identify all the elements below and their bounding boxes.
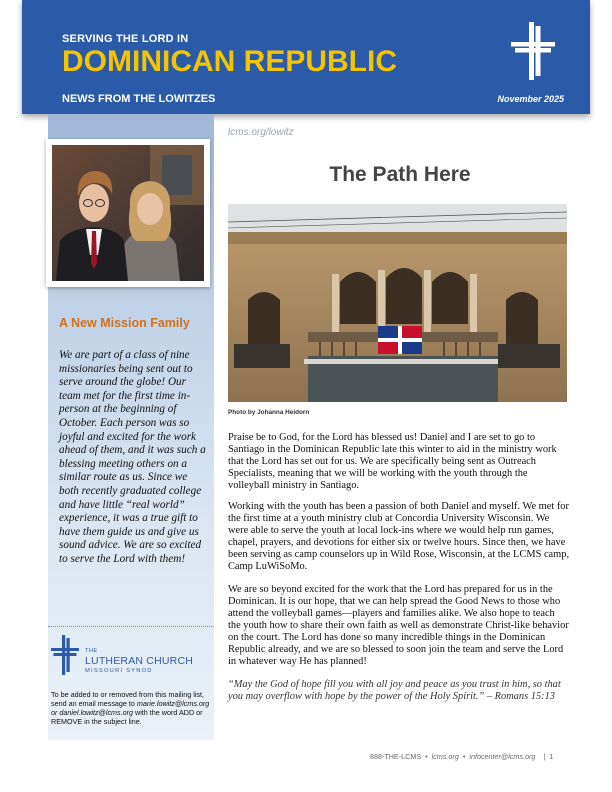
scripture-quote: “May the God of hope fill you with all joy and peace as you trust in him, so that you may overflow with hope by the power of the Holy Spirit.” – Romans 15:13 <box>228 679 561 702</box>
org-name-the: THE <box>85 648 98 654</box>
sidebar-divider <box>48 626 214 627</box>
article-title: The Path Here <box>329 163 471 186</box>
mailing-or: or <box>51 707 58 717</box>
footer-site-link[interactable]: lcms.org <box>431 752 459 761</box>
header-kicker: SERVING THE LORD IN <box>62 33 189 45</box>
sidebar-section-title: A New Mission Family <box>59 316 190 330</box>
email-link-marie[interactable]: marie.lowitz@lcms.org <box>136 698 210 708</box>
sidebar-body-text: We are part of a class of nine missionaries being sent out to serve around the globe! Our team met for the first time in-person at the beginning of October. Each person was so joyful and excited for the work ahead of them, and it was such a blessing meeting others on a similar route as us. Since we both recently graduated college and have little “real world” experience, it was a true gift to have them guide us and give us sound advice. We are so excited to serve the Lord with them! <box>59 349 206 565</box>
newsletter-header <box>22 0 590 114</box>
article-paragraph-2: Working with the youth has been a passion of both Daniel and myself. We met for the first time at a youth ministry club at Concordia University Wisconsin. We were able to serve the youth at local lock-ins where we would help run games, chapel, prayers, and devotions for either six or twelve hours. Since then, we have been serving as camp counselors up in Wild Rose, Wisconsin, at the LCMS camp, Camp LuWiSoMo. <box>228 501 570 572</box>
page-number: 1 <box>549 752 554 761</box>
lcms-cross-logo-icon <box>509 20 557 82</box>
footer-phone: 888-THE-LCMS <box>370 752 422 761</box>
header-subtitle: NEWS FROM THE LOWITZES <box>62 93 216 105</box>
website-link[interactable]: lcms.org/lowitz <box>228 127 294 138</box>
photo-caption: Photo by Johanna Heidorn <box>228 409 310 416</box>
lutheran-church-cross-icon <box>50 634 80 676</box>
building-balcony-photo <box>228 204 567 402</box>
email-link-daniel[interactable]: daniel.lowitz@lcms.org <box>59 707 134 717</box>
header-date: November 2025 <box>497 94 564 104</box>
article-paragraph-3: We are so beyond excited for the work that the Lord has prepared for us in the Dominican. It is our hope, that we can help spread the Good News to those who attend the volleyball games—players and families alike. We also hope to teach the youth how to share their own faith as well as demonstrate Christ-like behavior on the court. The Lord has done so many incredible things in the Dominican Republic already, and we are so blessed to soon join the team and serve the Lord in whatever way He has planned! <box>228 584 569 667</box>
header-country: DOMINICAN REPUBLIC <box>62 45 397 78</box>
mailing-list-notice <box>51 691 213 727</box>
footer-email-link[interactable]: infocenter@lcms.org <box>469 752 536 761</box>
org-subname: MISSOURI SYNOD <box>85 668 153 674</box>
page-footer: 888-THE-LCMS • lcms.org • infocenter@lcms.org | 1 <box>370 752 554 761</box>
missionary-couple-photo <box>52 145 204 281</box>
article-paragraph-1: Praise be to God, for the Lord has blessed us! Daniel and I are set to go to Santiago in the Dominican Republic late this winter to aid in the ministry work that the Lord has set out for us. We are specifically being sent as Outreach Specialists, meaning that we will be working with the youth through the volleyball ministry in Santiago. <box>228 432 557 491</box>
mailing-outro: with the word ADD or REMOVE in the subject line. <box>51 707 203 726</box>
missionary-photo-frame <box>46 139 210 287</box>
mailing-intro: To be added to or removed from this mailing list, send an email message to <box>51 690 205 708</box>
org-name: LUTHERAN CHURCH <box>85 655 194 667</box>
